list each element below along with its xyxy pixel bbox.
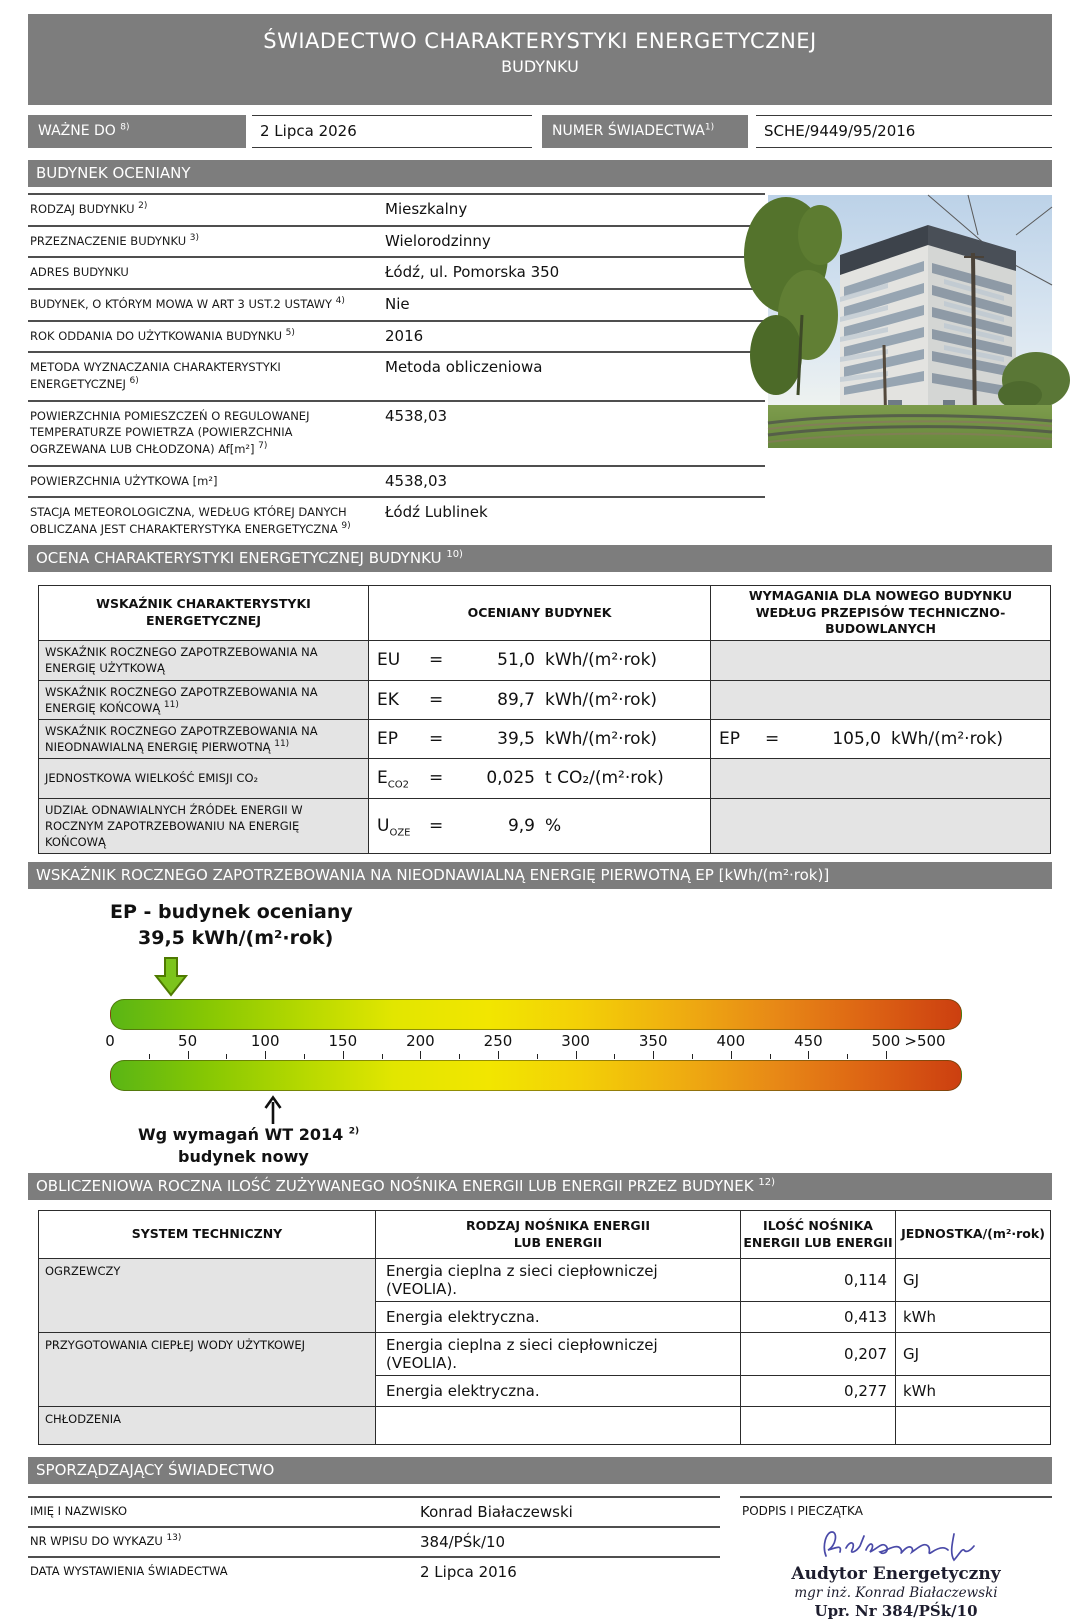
detail-value: 4538,03: [385, 471, 448, 490]
building-photo: [768, 195, 1052, 448]
section-consumption-text: OBLICZENIOWA ROCZNA ILOŚĆ ZUŻYWANEGO NOŚNIKA ENERGII LUB ENERGII PRZEZ BUDYNEK: [36, 1177, 759, 1196]
detail-row-year: [28, 320, 765, 352]
requirement-value-cell: [711, 719, 1051, 758]
indicator-symbol: EU: [377, 650, 401, 671]
tick-label: 300: [561, 1032, 590, 1051]
indicator-label-text: WSKAŹNIK ROCZNEGO ZAPOTRZEBOWANIA NA ENERGIĘ KOŃCOWĄ: [45, 684, 318, 715]
detail-value: Metoda obliczeniowa: [385, 358, 543, 377]
assessment-row-oze: [39, 798, 1051, 853]
consumption-table: [38, 1210, 1051, 1445]
author-name-value: Konrad Białaczewski: [420, 1503, 573, 1522]
tick-label: 150: [328, 1032, 358, 1051]
detail-value: Łódź, ul. Pomorska 350: [385, 263, 560, 282]
consumption-row-cooling: [39, 1407, 1051, 1445]
ep-chart-value: 39,5 kWh/(m²·rok): [138, 927, 334, 950]
indicator-unit: t CO₂/(m²·rok): [545, 768, 664, 789]
unit-value: GJ: [896, 1333, 1051, 1376]
detail-footnote: 9): [341, 521, 351, 532]
tick-mark: [304, 1054, 305, 1059]
reference-label-line2: budynek nowy: [178, 1147, 309, 1167]
indicator-symbol: EP: [377, 728, 398, 749]
tick-label: 50: [178, 1032, 198, 1051]
assessment-table: [38, 585, 1051, 854]
assessment-row-eu: [39, 641, 1051, 680]
ep-reference-arrow: [262, 1095, 284, 1125]
assessment-header-row: [39, 585, 1051, 641]
tick-mark: [498, 1051, 499, 1059]
detail-row-address: [28, 256, 765, 288]
carrier-label: [376, 1407, 741, 1445]
detail-label: [28, 467, 373, 497]
certificate-number-label-text: NUMER ŚWIADECTWA: [552, 123, 705, 139]
indicator-value: 9,9: [507, 816, 535, 837]
requirement-empty-cell: [711, 798, 1051, 853]
tick-mark: [343, 1051, 344, 1059]
indicator-unit: kWh/(m²·rok): [545, 728, 658, 749]
detail-label: [28, 402, 373, 465]
carrier-label: Energia cieplna z sieci ciepłowniczej (VEOLIA).: [376, 1333, 741, 1376]
requirement-empty-cell: [711, 758, 1051, 798]
valid-until-footnote: 8): [120, 122, 130, 133]
indicator-value-cell: [369, 641, 711, 680]
ep-scale-chart: [28, 889, 1052, 1173]
indicator-unit: kWh/(m²·rok): [545, 689, 658, 710]
author-registry-row: [28, 1526, 720, 1556]
unit-value: GJ: [896, 1259, 1051, 1302]
indicator-unit: %: [545, 816, 562, 837]
tick-label: 200: [406, 1032, 435, 1051]
detail-label-text: METODA WYZNACZANIA CHARAKTERYSTYKI ENERGETYCZNEJ: [30, 360, 281, 392]
detail-row-art3: [28, 288, 765, 320]
indicator-value: 89,7: [497, 689, 535, 710]
tick-mark: [808, 1051, 809, 1059]
consumption-row: [39, 1259, 1051, 1302]
author-registry-footnote: 13): [166, 1533, 182, 1544]
author-section: [28, 1496, 1052, 1620]
requirement-unit: kWh/(m²·rok): [891, 728, 1004, 749]
indicator-label-text: WSKAŹNIK ROCZNEGO ZAPOTRZEBOWANIA NA NIEODNAWIALNĄ ENERGIĘ PIERWOTNĄ: [45, 723, 318, 754]
detail-label: [28, 195, 373, 225]
detail-label: [28, 258, 373, 288]
tick-mark: [692, 1054, 693, 1059]
detail-label: [28, 322, 373, 352]
system-label: PRZYGOTOWANIA CIEPŁEJ WODY UŻYTKOWEJ: [39, 1333, 376, 1407]
building-details: [28, 193, 1052, 545]
indicator-value-cell: [369, 680, 711, 719]
detail-label: [28, 227, 373, 257]
section-consumption-header: [28, 1173, 1052, 1200]
indicator-value: 51,0: [497, 650, 535, 671]
requirement-empty-cell: [711, 641, 1051, 680]
indicator-value-cell: [369, 758, 711, 798]
consumption-col3-header: ILOŚĆ NOŚNIKA ENERGII LUB ENERGII: [741, 1211, 896, 1259]
tick-label: 0: [105, 1032, 115, 1051]
detail-label-text: RODZAJ BUDYNKU: [30, 202, 139, 216]
detail-value: Wielorodzinny: [385, 231, 491, 250]
amount-value: 0,277: [741, 1376, 896, 1407]
author-name-row: [28, 1496, 720, 1526]
reference-label-text: Wg wymagań WT 2014: [138, 1125, 349, 1145]
consumption-header-row: [39, 1211, 1051, 1259]
equals-sign: =: [429, 816, 444, 837]
requirement-symbol: EP: [719, 728, 740, 749]
assessment-col3-header: WYMAGANIA DLA NOWEGO BUDYNKU WEDŁUG PRZEPISÓW TECHNICZNO-BUDOWLANYCH: [711, 585, 1051, 641]
equals-sign: =: [429, 728, 444, 749]
detail-label-text: ADRES BUDYNKU: [30, 265, 129, 280]
valid-until-label: [28, 115, 246, 148]
indicator-value-cell: [369, 798, 711, 853]
detail-footnote: 6): [129, 376, 139, 387]
certificate-page: [0, 14, 1080, 1620]
assessment-row-co2: [39, 758, 1051, 798]
consumption-col2-header: RODZAJ NOŚNIKA ENERGII LUB ENERGII: [376, 1211, 741, 1259]
valid-until-value: 2 Lipca 2026: [252, 115, 532, 148]
unit-value: kWh: [896, 1376, 1051, 1407]
carrier-label: Energia cieplna z sieci ciepłowniczej (VEOLIA).: [376, 1259, 741, 1302]
stamp-title: Audytor Energetyczny: [791, 1564, 1001, 1585]
system-label: OGRZEWCZY: [39, 1259, 376, 1333]
author-date-value: 2 Lipca 2016: [420, 1563, 517, 1582]
detail-footnote: 5): [285, 327, 295, 338]
detail-footnote: 2): [138, 201, 148, 212]
detail-value: 2016: [385, 326, 424, 345]
ep-scale-ticks: [105, 1030, 962, 1060]
detail-row-usable-area: [28, 465, 765, 497]
detail-value: Łódź Lublinek: [385, 503, 488, 522]
title-bar: [28, 14, 1052, 105]
section-ep-scale-header: WSKAŹNIK ROCZNEGO ZAPOTRZEBOWANIA NA NIEODNAWIALNĄ ENERGIĘ PIERWOTNĄ EP [kWh/(m²·rok)]: [28, 862, 1052, 889]
indicator-symbol: EK: [377, 689, 399, 710]
tick-mark: [770, 1054, 771, 1059]
stamp-license: Upr. Nr 384/PŚk/10: [814, 1602, 978, 1620]
indicator-label: [39, 641, 369, 680]
detail-label-text: POWIERZCHNIA UŻYTKOWA [m²]: [30, 473, 218, 488]
author-name-label: IMIĘ I NAZWISKO: [30, 1504, 128, 1519]
signature-handwriting: [812, 1520, 1002, 1568]
ep-value-arrow: [153, 957, 189, 997]
tick-mark: [847, 1054, 848, 1059]
indicator-unit: kWh/(m²·rok): [545, 650, 658, 671]
tick-mark: [188, 1051, 189, 1059]
detail-footnote: 7): [258, 441, 268, 452]
stamp-name: mgr inż. Konrad Białaczewski: [794, 1585, 998, 1602]
detail-label-text: ROK ODDANIA DO UŻYTKOWANIA BUDYNKU: [30, 328, 286, 343]
section-assessment-header: [28, 545, 1052, 572]
assessment-row-ep: [39, 719, 1051, 758]
system-label: CHŁODZENIA: [39, 1407, 376, 1445]
detail-row-method: [28, 351, 765, 399]
detail-value: Mieszkalny: [385, 200, 468, 218]
certificate-number-footnote: 1): [704, 122, 715, 133]
tick-label: 350: [638, 1032, 668, 1051]
ep-gradient-bar-bottom: [110, 1060, 962, 1091]
certificate-number-value: SCHE/9449/95/2016: [756, 115, 1052, 148]
tick-label: 500: [871, 1032, 901, 1051]
author-registry-label: [28, 1528, 420, 1556]
indicator-value-cell: [369, 719, 711, 758]
tick-label: 100: [250, 1032, 280, 1051]
tick-mark: [537, 1054, 538, 1059]
tick-label: 400: [716, 1032, 746, 1051]
tick-mark: [149, 1054, 150, 1059]
auditor-stamp: [740, 1564, 1052, 1620]
detail-footnote: 3): [189, 232, 200, 243]
amount-value: 0,207: [741, 1333, 896, 1376]
ep-gradient-bar-top: [110, 999, 962, 1030]
equals-sign: =: [429, 650, 444, 671]
ep-chart-title: EP - budynek oceniany: [110, 901, 353, 924]
requirement-empty-cell: [711, 680, 1051, 719]
page-subtitle: BUDYNKU: [501, 57, 579, 76]
consumption-col4-header: JEDNOSTKA/(m²·rok): [896, 1211, 1051, 1259]
indicator-symbol: $E_{CO2}$: [377, 768, 409, 791]
carrier-label: Energia elektryczna.: [376, 1376, 741, 1407]
tick-mark: [576, 1051, 577, 1059]
amount-value: [741, 1407, 896, 1445]
tick-mark: [731, 1051, 732, 1059]
tick-mark: [382, 1054, 383, 1059]
amount-value: 0,413: [741, 1302, 896, 1333]
detail-row-building-purpose: [28, 225, 765, 257]
assessment-col2-header: OCENIANY BUDYNEK: [369, 585, 711, 641]
tick-mark: [614, 1054, 615, 1059]
valid-until-label-text: WAŻNE DO: [38, 123, 121, 139]
tick-mark: [226, 1054, 227, 1059]
carrier-label: Energia elektryczna.: [376, 1302, 741, 1333]
indicator-label: [39, 680, 369, 719]
reference-label: [138, 1125, 359, 1144]
assessment-col1-header: WSKAŹNIK CHARAKTERYSTYKI ENERGETYCZNEJ: [39, 585, 369, 641]
detail-label-text: BUDYNEK, O KTÓRYM MOWA W ART 3 UST.2 USTAWY: [30, 297, 336, 312]
detail-row-weather-station: [28, 496, 765, 544]
indicator-label: [39, 719, 369, 758]
detail-label-text: PRZEZNACZENIE BUDYNKU: [30, 233, 190, 248]
indicator-label-text: JEDNOSTKOWA WIELKOŚĆ EMISJI CO₂: [45, 771, 259, 786]
author-date-label: DATA WYSTAWIENIA ŚWIADECTWA: [30, 1564, 228, 1579]
certificate-number-label: [542, 115, 748, 148]
detail-value: Nie: [385, 295, 410, 314]
author-registry-value: 384/PŚk/10: [420, 1533, 506, 1552]
assessment-row-ek: [39, 680, 1051, 719]
section-assessment-footnote: 10): [446, 548, 463, 560]
indicator-label: [39, 758, 369, 798]
equals-sign: =: [429, 689, 444, 710]
reference-footnote: 2): [348, 1126, 360, 1137]
author-registry-label-text: NR WPISU DO WYKAZU: [30, 1534, 167, 1549]
detail-label: [28, 498, 373, 544]
tick-mark: [886, 1051, 887, 1059]
detail-footnote: 4): [335, 296, 345, 307]
tick-mark: [459, 1054, 460, 1059]
section-consumption-footnote: 12): [758, 1177, 775, 1189]
indicator-label-text: WSKAŹNIK ROCZNEGO ZAPOTRZEBOWANIA NA ENERGIĘ UŻYTKOWĄ: [45, 645, 318, 676]
detail-label: [28, 290, 373, 320]
author-date-row: [28, 1556, 720, 1586]
section-assessment-text: OCENA CHARAKTERYSTYKI ENERGETYCZNEJ BUDYNKU: [36, 548, 447, 567]
indicator-footnote: 11): [163, 699, 179, 710]
indicator-symbol: $U_{OZE}$: [377, 816, 411, 839]
detail-label-text: STACJA METEOROLOGICZNA, WEDŁUG KTÓREJ DANYCH OBLICZANA JEST CHARAKTERYSTYKA ENERGETYCZNA: [30, 505, 347, 537]
detail-row-regulated-area: [28, 400, 765, 465]
detail-value: 4538,03: [385, 406, 448, 425]
section-author-header: SPORZĄDZAJĄCY ŚWIADECTWO: [28, 1457, 1052, 1484]
indicator-value: 39,5: [497, 728, 535, 749]
tick-label: 450: [794, 1032, 823, 1051]
ep-scale-axis: [105, 999, 962, 1091]
tick-mark: [265, 1051, 266, 1059]
tick-label: >500: [904, 1032, 946, 1051]
unit-value: kWh: [896, 1302, 1051, 1333]
detail-label-text: POWIERZCHNIA POMIESZCZEŃ O REGULOWANEJ TEMPERATURZE POWIETRZA (POWIERZCHNIA OGRZEWANA LUB CHŁODZONA) Af[m²]: [30, 408, 310, 457]
amount-value: 0,114: [741, 1259, 896, 1302]
requirement-value: 105,0: [832, 728, 881, 749]
unit-value: [896, 1407, 1051, 1445]
indicator-label: [39, 798, 369, 853]
equals-sign: =: [765, 728, 780, 749]
consumption-row: [39, 1333, 1051, 1376]
detail-row-building-type: [28, 193, 765, 225]
indicator-footnote: 11): [274, 739, 290, 749]
indicator-value: 0,025: [486, 768, 535, 789]
section-building-header: BUDYNEK OCENIANY: [28, 160, 1052, 187]
consumption-col1-header: SYSTEM TECHNICZNY: [39, 1211, 376, 1259]
detail-label: [28, 353, 328, 399]
signature-label: PODPIS I PIECZĄTKA: [742, 1504, 863, 1519]
signature-block: [740, 1496, 1052, 1620]
page-title: ŚWIADECTWO CHARAKTERYSTYKI ENERGETYCZNEJ: [263, 29, 817, 53]
tick-label: 250: [483, 1032, 513, 1051]
validity-row: [28, 115, 1052, 148]
indicator-label-text: UDZIAŁ ODNAWIALNYCH ŹRÓDEŁ ENERGII W ROCZNYM ZAPOTRZEBOWANIU NA ENERGIĘ KOŃCOWĄ: [45, 802, 303, 850]
tick-mark: [653, 1051, 654, 1059]
tick-mark: [420, 1051, 421, 1059]
equals-sign: =: [429, 768, 444, 789]
